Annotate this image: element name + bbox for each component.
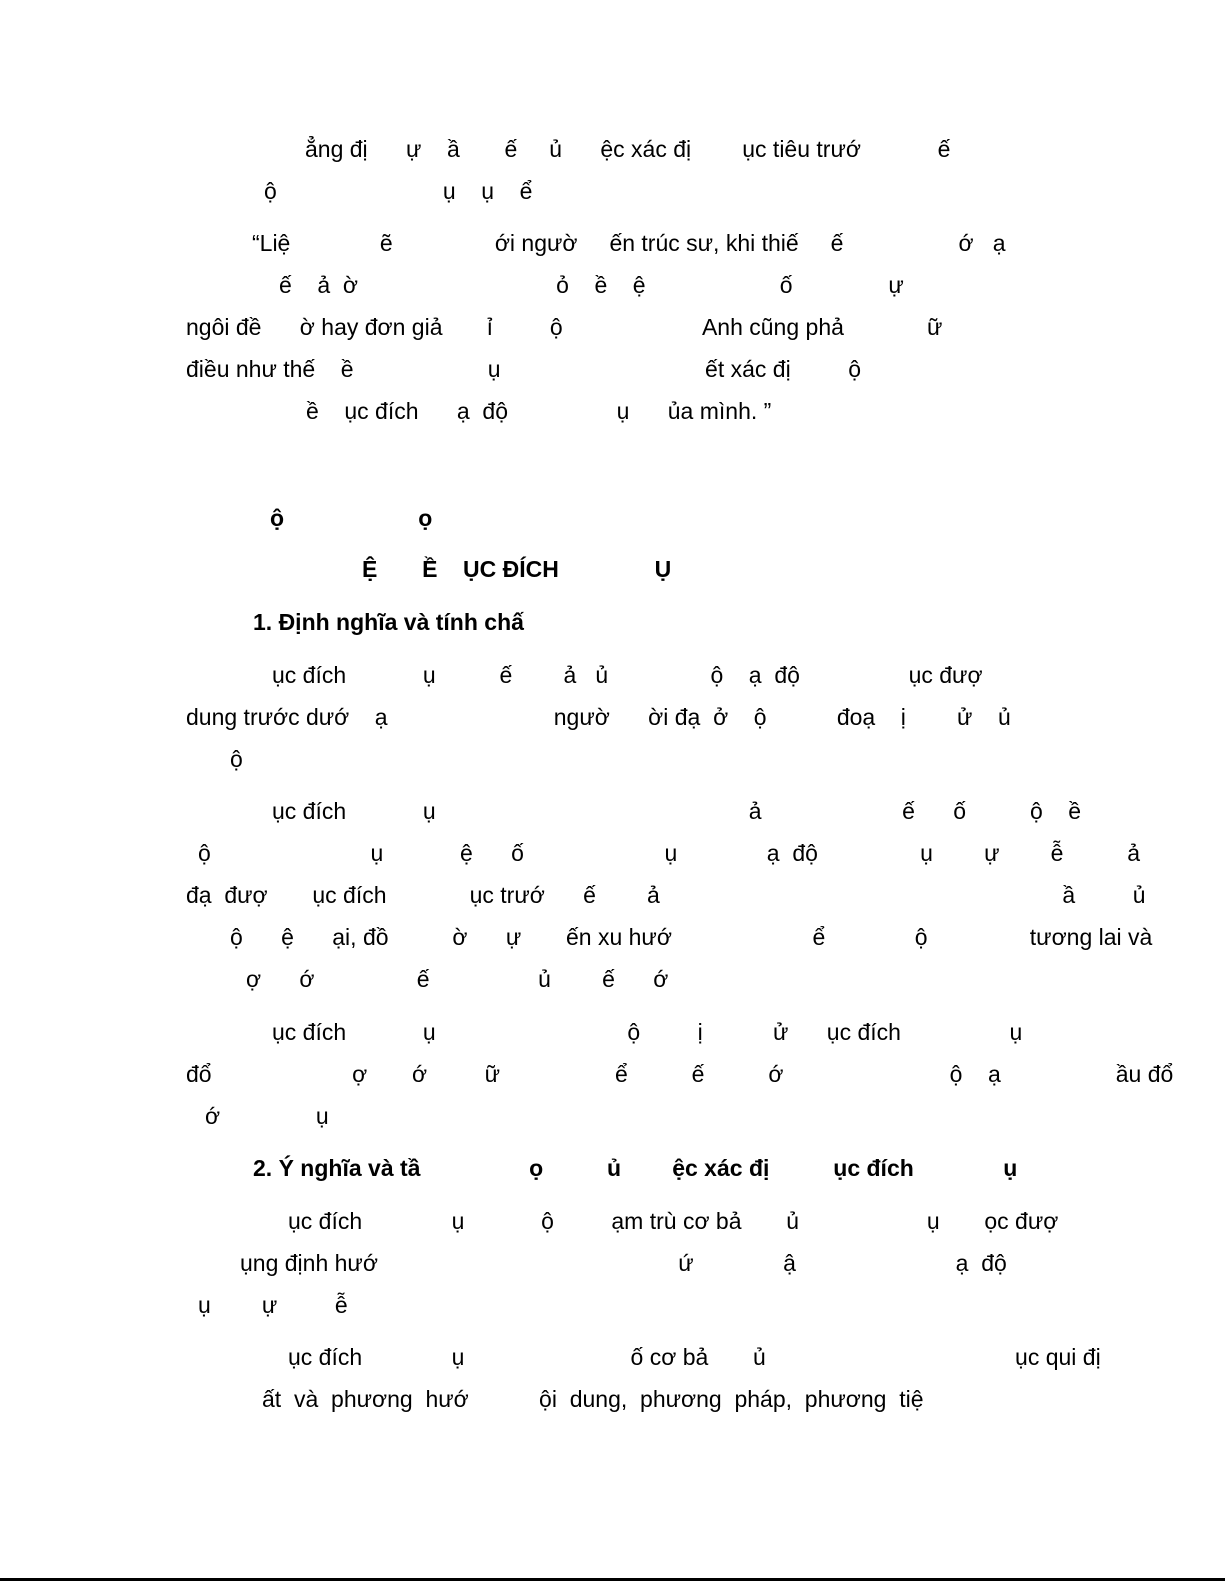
quote-line: “Liệ ẽ ới ngườ ến trúc sư, khi thiế ế ớ ạ bbox=[252, 230, 1006, 256]
paragraph-line: ộ ệ ại, đồ ờ ự ến xu hướ ể ộ tương lai và bbox=[230, 924, 1153, 950]
paragraph-line: ụ ự ễ bbox=[198, 1292, 348, 1318]
subsection-title: 2. Ý nghĩa và tầ ọ ủ ệc xác đị ục đích ụ bbox=[253, 1155, 1018, 1181]
paragraph-line: dung trước dướ ạ ngườ ời đạ ở ộ đoạ ị ử ủ bbox=[186, 704, 1011, 730]
paragraph-line: ất và phương hướ ội dung, phương pháp, phương tiệ bbox=[262, 1386, 924, 1412]
page-bottom-border bbox=[0, 1578, 1225, 1581]
paragraph-line: đạ đượ ục đích ục trướ ế ả ầ ủ bbox=[186, 882, 1146, 908]
paragraph-line: ộ bbox=[230, 746, 243, 772]
section-heading: Ệ Ề ỤC ĐÍCH Ụ bbox=[362, 556, 672, 582]
quote-line: ngôi đề ờ hay đơn giả ỉ ộ Anh cũng phả ữ bbox=[186, 314, 943, 340]
paragraph-line: ộ ụ ệ ố ụ ạ độ ụ ự ễ ả bbox=[198, 840, 1141, 866]
paragraph-line: ục đích ụ ộ ị ử ục đích ụ bbox=[272, 1019, 1023, 1045]
paragraph-line: ục đích ụ ố cơ bả ủ ục qui đị bbox=[288, 1344, 1101, 1370]
subsection-title: 1. Định nghĩa và tính chấ bbox=[253, 609, 524, 635]
paragraph-line: đổ ợ ớ ữ ể ế ớ ộ ạ ầu đổ bbox=[186, 1061, 1174, 1087]
quote-line: ế ả ờ ỏ ề ệ ố ự bbox=[279, 272, 904, 298]
quote-line: điều như thế ề ụ ết xác đị ộ bbox=[186, 356, 861, 382]
quote-line: ề ục đích ạ độ ụ ủa mình. ” bbox=[306, 398, 772, 424]
paragraph-line: ợ ớ ế ủ ế ớ bbox=[246, 966, 669, 992]
intro-line: ộ ụ ụ ể bbox=[264, 178, 533, 204]
section-pre-heading: ộ ọ bbox=[270, 505, 433, 531]
paragraph-line: ục đích ụ ả ế ố ộ ề bbox=[272, 798, 1082, 824]
paragraph-line: ục đích ụ ế ả ủ ộ ạ độ ục đượ bbox=[272, 662, 983, 688]
paragraph-line: ớ ụ bbox=[205, 1103, 329, 1129]
paragraph-line: ụng định hướ ứ ậ ạ độ bbox=[240, 1250, 1007, 1276]
paragraph-line: ục đích ụ ộ ạm trù cơ bả ủ ụ ọc đượ bbox=[288, 1208, 1059, 1234]
intro-line: ẳng đị ự ầ ế ủ ệc xác đị ục tiêu trướ ế bbox=[305, 136, 951, 162]
